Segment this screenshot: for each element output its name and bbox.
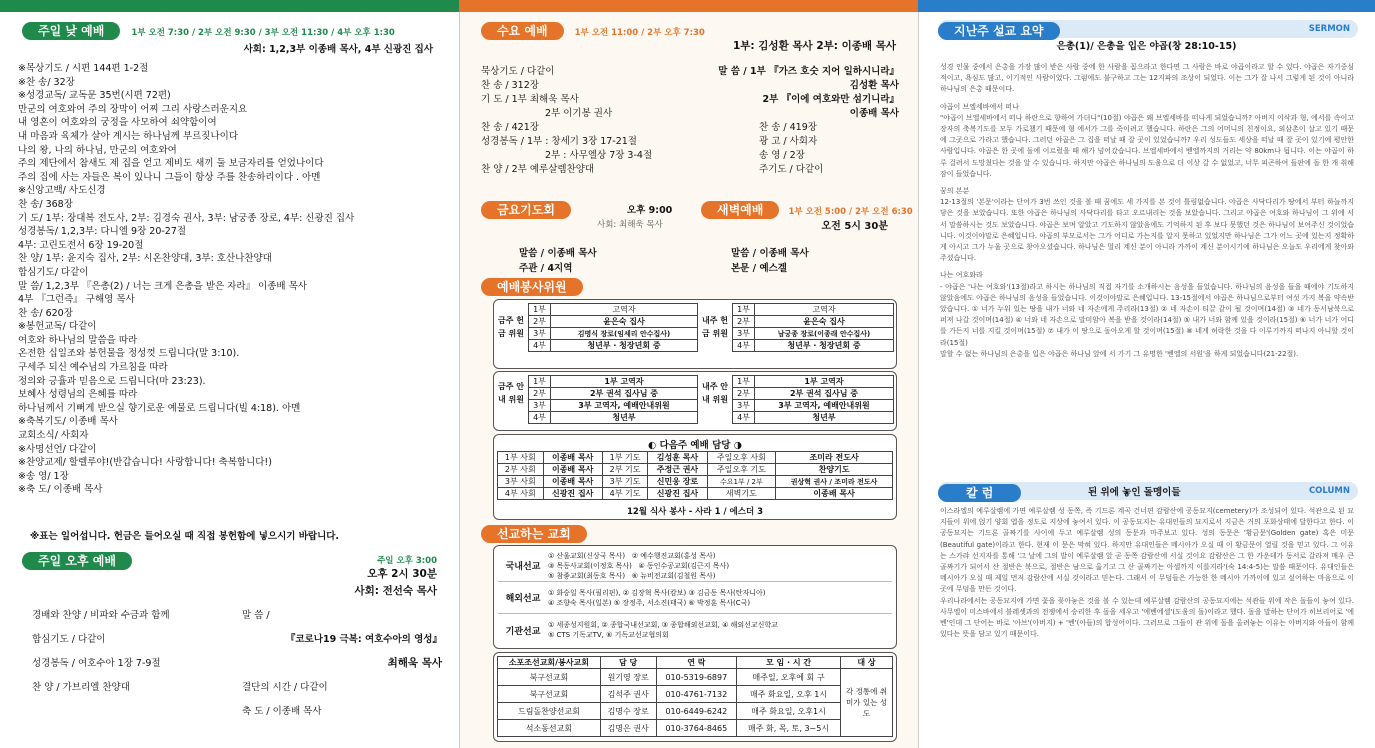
usher-cell: 청년부 [551, 412, 698, 424]
offer-this-table [528, 303, 698, 352]
order-line: 주의 집에 사는 자들은 복이 있나니 그들이 항상 주를 찬송하리이다 . 아멘 [18, 171, 321, 183]
wed-left: 묵상기도 / 다같이 [481, 66, 555, 77]
part-cell: 2부 [733, 388, 755, 400]
nw-cell: 신광진 집사 [543, 488, 602, 500]
nw-cell: 신민웅 장로 [648, 476, 707, 488]
column-para: 우리나라에서는 공동묘지에 가면 꽃을 꽂아놓은 것을 볼 수 있는데 예루살렘 감람산의 공동묘지에는 석관들 위에 작은 돌들이 놓여 있다. 사무엘이 미스바에서 블레셋과의 전쟁에서 승리한 후 돌을 세우고 '에벤에셀'(도움의 돌)이라고 했다. 돌을 말하는 단어가 히브리어로 '에벤'인데 그 단어는 바로 '아브'(아버지) + '벤'(아들)의 합성어이다. 그러므로 그들이 관 위에 돌을 올려놓는 이유는 아버지와 아들이 함께 있다는 뜻을 담고 있기 때문이다. [940, 596, 1354, 639]
usher-cell: 3부 고역자, 예배안내위원 [551, 400, 698, 412]
next-week-title: ◐ 다음주 예배 담당 ◑ [647, 440, 743, 451]
support-head: 대 상 [841, 657, 893, 669]
column-sunday-worship [0, 12, 459, 748]
nw-cell: 2부 기도 [602, 464, 648, 476]
sunday-order [18, 62, 354, 497]
dawn-word: 말씀 / 이종배 목사 [731, 248, 809, 259]
pm-right: 결단의 시간 / 다같이 [242, 682, 328, 693]
support-cell: 북구선교회 [498, 686, 601, 703]
support-cell: 원기영 장로 [600, 669, 656, 686]
part-cell: 1부 [529, 376, 551, 388]
support-cell: 매주일, 오후에 회 구 [737, 669, 841, 686]
fri-title: 금요기도회 [481, 201, 571, 219]
offer-cell: 남궁종 장로(이종래 안수집사) [755, 328, 894, 340]
wed-right: 송 영 / 2장 [759, 150, 805, 161]
offer-this-label: 금주 헌금 위원 [498, 316, 524, 338]
order-line: ※사명선언/ 다같이 [18, 443, 97, 455]
support-head: 담 당 [600, 657, 656, 669]
order-line: 말 씀/ 1,2,3부 『은총(2) / 너는 크게 은총을 받은 자라』 이종배 목사 [18, 280, 307, 292]
usher-this-table [528, 375, 698, 424]
column-heading: 된 위에 놓인 돌멩이들 [1088, 487, 1181, 498]
serve-header [481, 276, 583, 296]
part-cell: 2부 [529, 388, 551, 400]
fri-word: 말씀 / 이종배 목사 [519, 248, 597, 259]
mission-row [498, 582, 892, 614]
usher-next-label: 내주 안내 위원 [702, 382, 728, 404]
wed-right: 광 고 / 사회자 [759, 136, 818, 147]
sermon-para: "야곱이 브엘세바에서 떠나 하란으로 향하여 가더니"(10절) 야곱은 왜 브엘세바를 떠나게 되었습니까? 아버지 이삭과 형, 에서를 속이고 장자의 축복기도를 모두 가로챘기 때문에 형 에서가 그를 죽이려고 했습니다. 하란은 그의 어머니의 친정이요, 외삼촌이 살고 있기 때문에 그곳으로 가라고 했습니다. 그러던 야곱은 그 집을 떠날 때 잘 곳이 있었습니까? 우리 성도들도 세상을 떠날 때 잘 곳이 있기에 평안한 사람입니다. 야곱은 한 곳에 돌에 이르렀을 때 해가 넘어갔습니다. 브엘세바에서 벧엘까지의 거리는 약 80km나 됩니다. 이는 야곱이 하루 걸려서 도망쳤다는 것을 알 수 있습니다. 하지만 야곱은 하나님의 도움으로 더 이상 갈 수 없었고, 너무 피곤하여 들판에 돌 한 개 취해 잠이 들었습니다. [940, 113, 1354, 178]
order-line: 성경봉독/ 1,2,3부: 다니엘 9장 20-27절 [18, 226, 187, 238]
column-header-bar [938, 482, 1358, 500]
support-head: 소포조선교회/봉사교회 [498, 657, 601, 669]
sunday-header [22, 20, 395, 40]
pm-order [32, 609, 442, 729]
nw-cell: 이종배 목사 [543, 476, 602, 488]
pm-right: 축 도 / 이종배 목사 [242, 706, 322, 717]
offer-cell: 김명식 장로(임세리 안수집사) [551, 328, 698, 340]
order-line: 만군의 여호와여 주의 장막이 어찌 그리 사랑스러운지요 [18, 103, 248, 115]
mission-type: 국내선교 [505, 562, 541, 572]
order-line: 주의 제단에서 참새도 제 집을 얻고 제비도 새끼 둘 보금자리를 얻었나이다 [18, 158, 324, 170]
fri-lead: 주관 / 4지역 [519, 263, 573, 274]
order-line: 구세주 되신 예수님의 가르침을 따라 [18, 362, 168, 374]
column-body [940, 506, 1354, 742]
part-cell: 4부 [529, 412, 551, 424]
nw-cell: 4부 사회 [498, 488, 544, 500]
sermon-title: 지난주 설교 요약 [938, 22, 1060, 40]
pm-left: 성경봉독 / 여호수아 1장 7-9절 [32, 658, 161, 669]
mission-items: ① 산울교회(신상국 목사) ② 예수행진교회(홍성 목사) ③ 목동사교회(이정호 목사) ④ 동인수공교회(김근지 목사) ⑤ 참좋교회(최동호 목사) ⑥ 뉴비전교회(김철원 목사) [548, 551, 730, 580]
support-cell: 김석주 권사 [600, 686, 656, 703]
order-line: 찬 양/ 1부: 윤지숙 집사, 2부: 시온찬양대, 3부: 호산나찬양대 [18, 253, 272, 265]
sermon-subhead: 꿈의 본분 [940, 187, 970, 196]
dawn-time: 오전 5시 30분 [821, 221, 888, 232]
mission-items: ① 세종성지원회, ② 종합국내선교회, ③ 종합해외선교회, ④ 해외선교신학교 ⑤ CTS 기독교TV, ⑥ 기독교선교협의회 [548, 621, 778, 639]
order-line: ※찬 송/ 32장 [18, 76, 75, 88]
support-cell: 010-4761-7132 [656, 686, 737, 703]
dawn-header [701, 199, 913, 219]
order-line: ※찬양교제/ 할렐루야!(반갑습니다! 사랑합니다! 축복합니다!) [18, 457, 272, 469]
nw-cell: 이종배 목사 [543, 452, 602, 464]
support-cell: 매주 화요일, 오후1시 [737, 703, 841, 720]
dawn-times: 1부 오전 5:00 / 2부 오전 6:30 [788, 207, 913, 217]
usher-cell: 3부 고역자, 예배안내위원 [755, 400, 894, 412]
dawn-title: 새벽예배 [701, 201, 779, 219]
top-bar-blue [918, 0, 1375, 12]
order-line: 합심기도/ 다같이 [18, 266, 89, 278]
sunday-title: 주일 낮 예배 [22, 22, 120, 40]
nw-cell: 주일오후 기도 [707, 464, 776, 476]
top-bar-green [0, 0, 459, 12]
support-cell: 김명은 권사 [600, 720, 656, 737]
fold-line [918, 12, 919, 748]
order-line: 정의와 긍휼과 믿음으로 드립니다(마 23:23). [18, 375, 206, 387]
column-para: 이스라엘의 예루살렘에 가면 예루살렘 성 동쪽, 즉 기드론 계곡 건너편 감람산에 공동묘지(cemetery)가 조성되어 있다. 석관으로 된 묘지들이 위에 얹기 양회 엽을 정도로 지상에 놓여서 있다. 이 공동묘지는 유대인들의 묘지로서 지금은 거의 포화상태에 달한다고 한다. 이 공동묘지는 기드론 골짜기를 사이에 두고 예루살렘 성의 동문과 마주보고 있다. 성의 동문은 '황금문'(Golden gate) 혹은 미문(Beautiful gate)이라고 한다. 현재 이 문은 막혀 있다. 하지만 유대인들은 메시아가 오실 때 이 황금문이 열릴 것을 믿고 있다. 그 이유는 스가랴 선지자를 통해 '그 날에 그의 발이 예루살렘 앞 곧 동쪽 감람산에 서실 것이요 감람산은 그 한 가운데가 동서로 갈라져 매우 큰 골짜기가 되어서 산 절반은 북으로, 절반은 남으로 옮기고 그 산 골짜기는 아셀까지 이를지라'(숙 14:4-5)는 말씀 때문이다. 유대인들은 메시아가 오실 때 제일 먼저 감람산에 서실 것이라고 믿는다. 그래서 이 무덤들은 가능한 한 메시아 가까이에 있고 싶어하는 마음으로 이곳에 무덤을 만든 것이다. [940, 507, 1354, 594]
nw-cell: 3부 기도 [602, 476, 648, 488]
sermon-body [940, 62, 1354, 482]
sermon-para: 말할 수 없는 하나님의 은총을 입은 야곱은 하나님 앞에 서 가기 그 유명한 '벧엘의 서원'을 하게 되었습니다(21-22절). [940, 349, 1299, 358]
wed-right: 말 씀 / 1부 『가즈 호숫 지어 일하시니라』 [718, 66, 899, 77]
nw-cell: 2부 사회 [498, 464, 544, 476]
support-cell: 010-6449-6242 [656, 703, 737, 720]
support-box [493, 652, 897, 742]
mission-row [498, 614, 892, 646]
wed-preacher: 1부: 김성환 목사 2부: 이종배 목사 [732, 40, 896, 52]
next-week-table [497, 451, 893, 500]
nw-cell: 3부 사회 [498, 476, 544, 488]
next-week-box [493, 434, 897, 520]
usher-box [493, 371, 897, 431]
top-bar-orange [459, 0, 918, 12]
nw-cell: 이종배 목사 [776, 488, 893, 500]
order-line: 내 영혼이 여호와의 궁정을 사모하여 쇠약함이여 [18, 117, 217, 129]
support-cell: 010-5319-6897 [656, 669, 737, 686]
mission-title: 선교하는 교회 [481, 525, 587, 543]
usher-cell: 청년부 [755, 412, 894, 424]
part-cell: 1부 [733, 304, 755, 316]
mission-box [493, 545, 897, 649]
support-cell: 김명수 장로 [600, 703, 656, 720]
sermon-para: 12-13절의 '본문'이라는 단어가 3번 쓰인 것을 볼 때 꿈에도 세 가지를 본 것이 틀림없습니다. 야곱은 사닥다리가 땅에서 부터 하늘까지 닿은 것을 보았습니다. 또한 야곱은 하나님의 사닥다리를 타고 오르내리는 것을 보았습니다. 그리고 야곱은 여호와 하나님이 그 위에 서서 말씀하시는 것도 보았습니다. 야곱은 보며 알았고 기도하지 않았음에도 기억하지 된 후 보다 못했던 것은 하나님이 보여주신 것이었습니다. 이것이야말로 은혜입니다. 야곱의 부모로서는 그가 어디로 가는지를 알지 못하고 있었지만 하나님은 그가 어느 곳에 있는지 정확하게 아시고 그가 누울 곳으로 찾아오셨습니다. 하나님은 멀리 계신 분이 아니라 가까이 계신 분이시기에 하나님은 오늘도 우리에게 찾아와 주셨습니다. [940, 198, 1354, 263]
wed-right: 이종배 목사 [849, 108, 899, 119]
wed-left: 성경봉독 / 1부 : 창세기 3장 17-21절 [481, 136, 637, 147]
usher-cell: 1부 고역자 [755, 376, 894, 388]
support-cell: 매주 화요일, 오후 1시 [737, 686, 841, 703]
offer-cell: 윤은숙 집사 [755, 316, 894, 328]
order-line: 4부: 고린도전서 6장 19-20절 [18, 239, 144, 251]
offer-cell: 윤은숙 집사 [551, 316, 698, 328]
support-table [497, 656, 893, 737]
part-cell: 4부 [529, 340, 551, 352]
mission-header [481, 523, 587, 543]
mission-type: 기관선교 [505, 626, 541, 637]
part-cell: 3부 [733, 328, 755, 340]
pm-time: 오후 2시 30분 [367, 568, 437, 580]
order-line: 하나님께서 기뻐게 받으실 향기로운 예물로 드립니다(빌 4:18). 아멘 [18, 402, 301, 414]
fri-header [481, 199, 571, 219]
order-line: 내 마음과 육체가 살아 계시는 하나님께 부르짖나이다 [18, 130, 239, 142]
dawn-text: 본문 / 예스겔 [731, 263, 787, 274]
support-cell: 북구선교회 [498, 669, 601, 686]
order-line: 여호와 하나님의 말씀을 따라 [18, 334, 138, 346]
sermon-para: 성경 인물 중에서 은총을 가장 많이 받은 사람 중에 한 사람을 꼽으라고 한다면 그 사람은 바로 야곱이라고 할 수 있다. 야곱은 자기중심적이고, 욕심도 많고, 이기적인 사람이었다. 그럼에도 불구하고 그는 12지파의 조상이 되었다. 이는 그가 잘 나서 그렇게 된 것이 아니라 하나님의 은총 때문이다. [940, 63, 1354, 94]
part-cell: 3부 [733, 400, 755, 412]
wed-header [481, 20, 705, 40]
pm-presider: 사회: 전선숙 목사 [354, 585, 437, 597]
next-week-footer: 12월 식사 봉사 - 사라 1 / 에스더 3 [626, 507, 764, 517]
support-cell: 010-3764-8465 [656, 720, 737, 737]
standing-notice: ※표는 일어섭니다. 헌금은 들어오실 때 직접 봉헌함에 넣으시기 바랍니다. [30, 531, 340, 542]
order-line: ※신앙고백/ 사도신경 [18, 185, 106, 197]
usher-cell: 1부 고역자 [551, 376, 698, 388]
nw-cell: 1부 사회 [498, 452, 544, 464]
sermon-subhead: 나는 여호와라 [940, 271, 983, 280]
nw-cell: 새벽기도 [707, 488, 776, 500]
pm-right: 말 씀 / [242, 610, 270, 621]
sermon-label: SERMON [1308, 24, 1350, 34]
fri-presider: 사회: 최해욱 목사 [597, 220, 663, 230]
offer-cell: 청년부 · 청장년회 중 [755, 340, 894, 352]
support-head: 모 임 · 시 간 [737, 657, 841, 669]
serve-title: 예배봉사위원 [481, 278, 583, 296]
usher-cell: 2부 권석 집사님 중 [551, 388, 698, 400]
wed-right: 주기도 / 다같이 [759, 164, 824, 175]
pm-header [22, 550, 132, 570]
offering-box [493, 299, 897, 369]
nw-cell: 조미라 전도사 [776, 452, 893, 464]
order-line: 찬 송/ 368장 [18, 198, 73, 210]
offer-cell: 고역자 [755, 304, 894, 316]
wed-left: 찬 양 / 2부 예루살렘찬양대 [481, 164, 595, 175]
wed-left: 기 도 / 1부 최해욱 목사 [481, 94, 579, 105]
offer-cell: 고역자 [551, 304, 698, 316]
support-target: 각 정통에 취미가 있는 성도 [841, 669, 893, 737]
sermon-subhead: 야곱이 브엘세바에서 떠나 [940, 102, 1019, 111]
nw-cell: 4부 기도 [602, 488, 648, 500]
part-cell: 1부 [529, 304, 551, 316]
pm-time-label: 주일 오후 3:00 [377, 556, 437, 566]
wed-left: 2부 : 사무엘상 7장 3-4절 [545, 150, 653, 161]
wed-times: 1부 오전 11:00 / 2부 오후 7:30 [574, 28, 705, 38]
column-sermon [918, 12, 1375, 748]
order-line: ※송 영/ 1장 [18, 470, 69, 482]
part-cell: 1부 [733, 376, 755, 388]
support-head: 연 락 [656, 657, 737, 669]
order-line: ※봉헌교독/ 다같이 [18, 321, 97, 333]
part-cell: 2부 [529, 316, 551, 328]
support-cell: 드림돌찬양선교회 [498, 703, 601, 720]
sermon-para: - 야곱은 '나는 여호와'(13절)라고 하시는 하나님의 직접 자기를 소개하시는 음성을 들었습니다. 하나님의 음성을 들을 때에야 기도하지 않았음에도 야곱은 하나님의 음성을 들었습니다. 이것이야말로 은혜입니다. 13-15절에서 야곱은 하나님으로부터 여섯 가지 복을 약속받았습니다. ① 너가 누워 있는 땅을 내가 너와 네 자손에게 주리라(13절) ② 네 자손이 티끌 같이 될 것이며(14절) ③ 네가 동서남북으로 퍼져 나갈 것이며(14절) ④ 너와 네 자손으로 말미암아 복을 받을 것이라(14절) ⑤ 내가 너와 함께 있을 것이라(15절) ⑥ 너가 너가 어디를 가든지 너를 지킬 것이며(15절) ⑦ 내가 이 땅으로 돌아오게 할 것이며(15절) ⑧ 네게 허락한 것을 다 이루기까지 떠나지 아니할 것이라(15절) [940, 282, 1354, 347]
support-cell: 석소동선교회 [498, 720, 601, 737]
pm-left: 경배와 찬양 / 비파와 수금과 함께 [32, 610, 170, 621]
pm-right: 최해욱 목사 [387, 657, 442, 669]
mission-row [498, 550, 892, 582]
nw-cell: 수요1부 / 2부 [707, 476, 776, 488]
usher-next-table [732, 375, 894, 424]
wed-right: 김성환 목사 [849, 80, 899, 91]
nw-cell: 찬양기도 [776, 464, 893, 476]
sermon-heading: 은총(1)/ 은총을 입은 야곱(창 28:10-15) [1056, 41, 1237, 52]
wed-right: 2부 『이에 여호와만 섬기니라』 [762, 94, 899, 105]
part-cell: 2부 [733, 316, 755, 328]
fri-time: 오후 9:00 [627, 205, 673, 216]
order-line: 나의 왕, 나의 하나님, 만군의 여호와여 [18, 144, 177, 156]
offer-next-table [732, 303, 894, 352]
nw-cell: 이종배 목사 [543, 464, 602, 476]
support-cell: 매주 화, 목, 토, 3~5시 [737, 720, 841, 737]
offer-cell: 청년부 · 청장년회 중 [551, 340, 698, 352]
mission-list [498, 550, 892, 646]
usher-this-label: 금주 안내 위원 [498, 382, 524, 404]
order-line: ※성경교독/ 교독문 35번(시편 72편) [18, 90, 171, 102]
order-line: ※축 도/ 이종배 목사 [18, 484, 103, 496]
order-line: 보혜사 성령님의 은혜를 따라 [18, 389, 138, 401]
nw-cell: 권상혁 권사 / 조미라 전도사 [776, 476, 893, 488]
wed-right: 찬 송 / 419장 [759, 122, 817, 133]
column-label: COLUMN [1308, 486, 1350, 496]
order-line: ※축복기도/ 이종배 목사 [18, 416, 118, 428]
part-cell: 4부 [733, 340, 755, 352]
pm-title: 주일 오후 예배 [22, 552, 132, 570]
nw-cell: 신광진 집사 [648, 488, 707, 500]
order-line: 기 도/ 1부: 장대복 전도사, 2부: 김경숙 권사, 3부: 남궁종 장로, 4부: 신광진 집사 [18, 212, 355, 224]
pm-right: 『코로나19 극복: 여호수아의 영성』 [285, 634, 442, 645]
sunday-presider: 사회: 1,2,3부 이종배 목사, 4부 신광진 집사 [243, 44, 433, 55]
sermon-header-bar [938, 20, 1358, 38]
wed-order [481, 65, 899, 177]
pm-left: 찬 양 / 가브리엘 찬양대 [32, 682, 130, 693]
wed-left: 2부 이기봉 권사 [545, 108, 613, 119]
order-line: 찬 송/ 620장 [18, 307, 73, 319]
pm-left: 합심기도 / 다같이 [32, 634, 106, 645]
column-weekday [459, 12, 918, 748]
mission-items: ① 화승일 목사(필리핀), ② 김장혁 목사(캄보) ③ 김금동 목사(탄자니아) ④ 조향숙 목사(일본) ⑤ 장정주, 서소진(태국) ⑥ 박정훈 목사(C국) [548, 588, 766, 607]
fold-line [459, 12, 460, 748]
offer-next-label: 내주 헌금 위원 [702, 316, 728, 338]
nw-cell: 주일오후 사회 [707, 452, 776, 464]
order-line: 온전한 십일조와 봉헌물을 정성껏 드립니다(말 3:10). [18, 348, 240, 360]
part-cell: 3부 [529, 400, 551, 412]
order-line: ※목상기도 / 시편 144편 1-2절 [18, 63, 149, 74]
wed-left: 찬 송 / 312장 [481, 80, 539, 91]
part-cell: 4부 [733, 412, 755, 424]
order-line: 교회소식/ 사회자 [18, 430, 89, 442]
wed-title: 수요 예배 [481, 22, 564, 40]
sunday-times: 1부 오전 7:30 / 2부 오전 9:30 / 3부 오전 11:30 / 4부 오후 1:30 [131, 28, 395, 38]
nw-cell: 1부 기도 [602, 452, 648, 464]
nw-cell: 김성훈 목사 [648, 452, 707, 464]
mission-type: 해외선교 [505, 594, 541, 604]
part-cell: 3부 [529, 328, 551, 340]
wed-left: 찬 송 / 421장 [481, 122, 539, 133]
order-line: 4부 『그런즉』 구해영 목사 [18, 294, 135, 306]
nw-cell: 주정근 권사 [648, 464, 707, 476]
column-title: 칼 럼 [938, 484, 1021, 502]
usher-cell: 2부 권석 집사님 중 [755, 388, 894, 400]
